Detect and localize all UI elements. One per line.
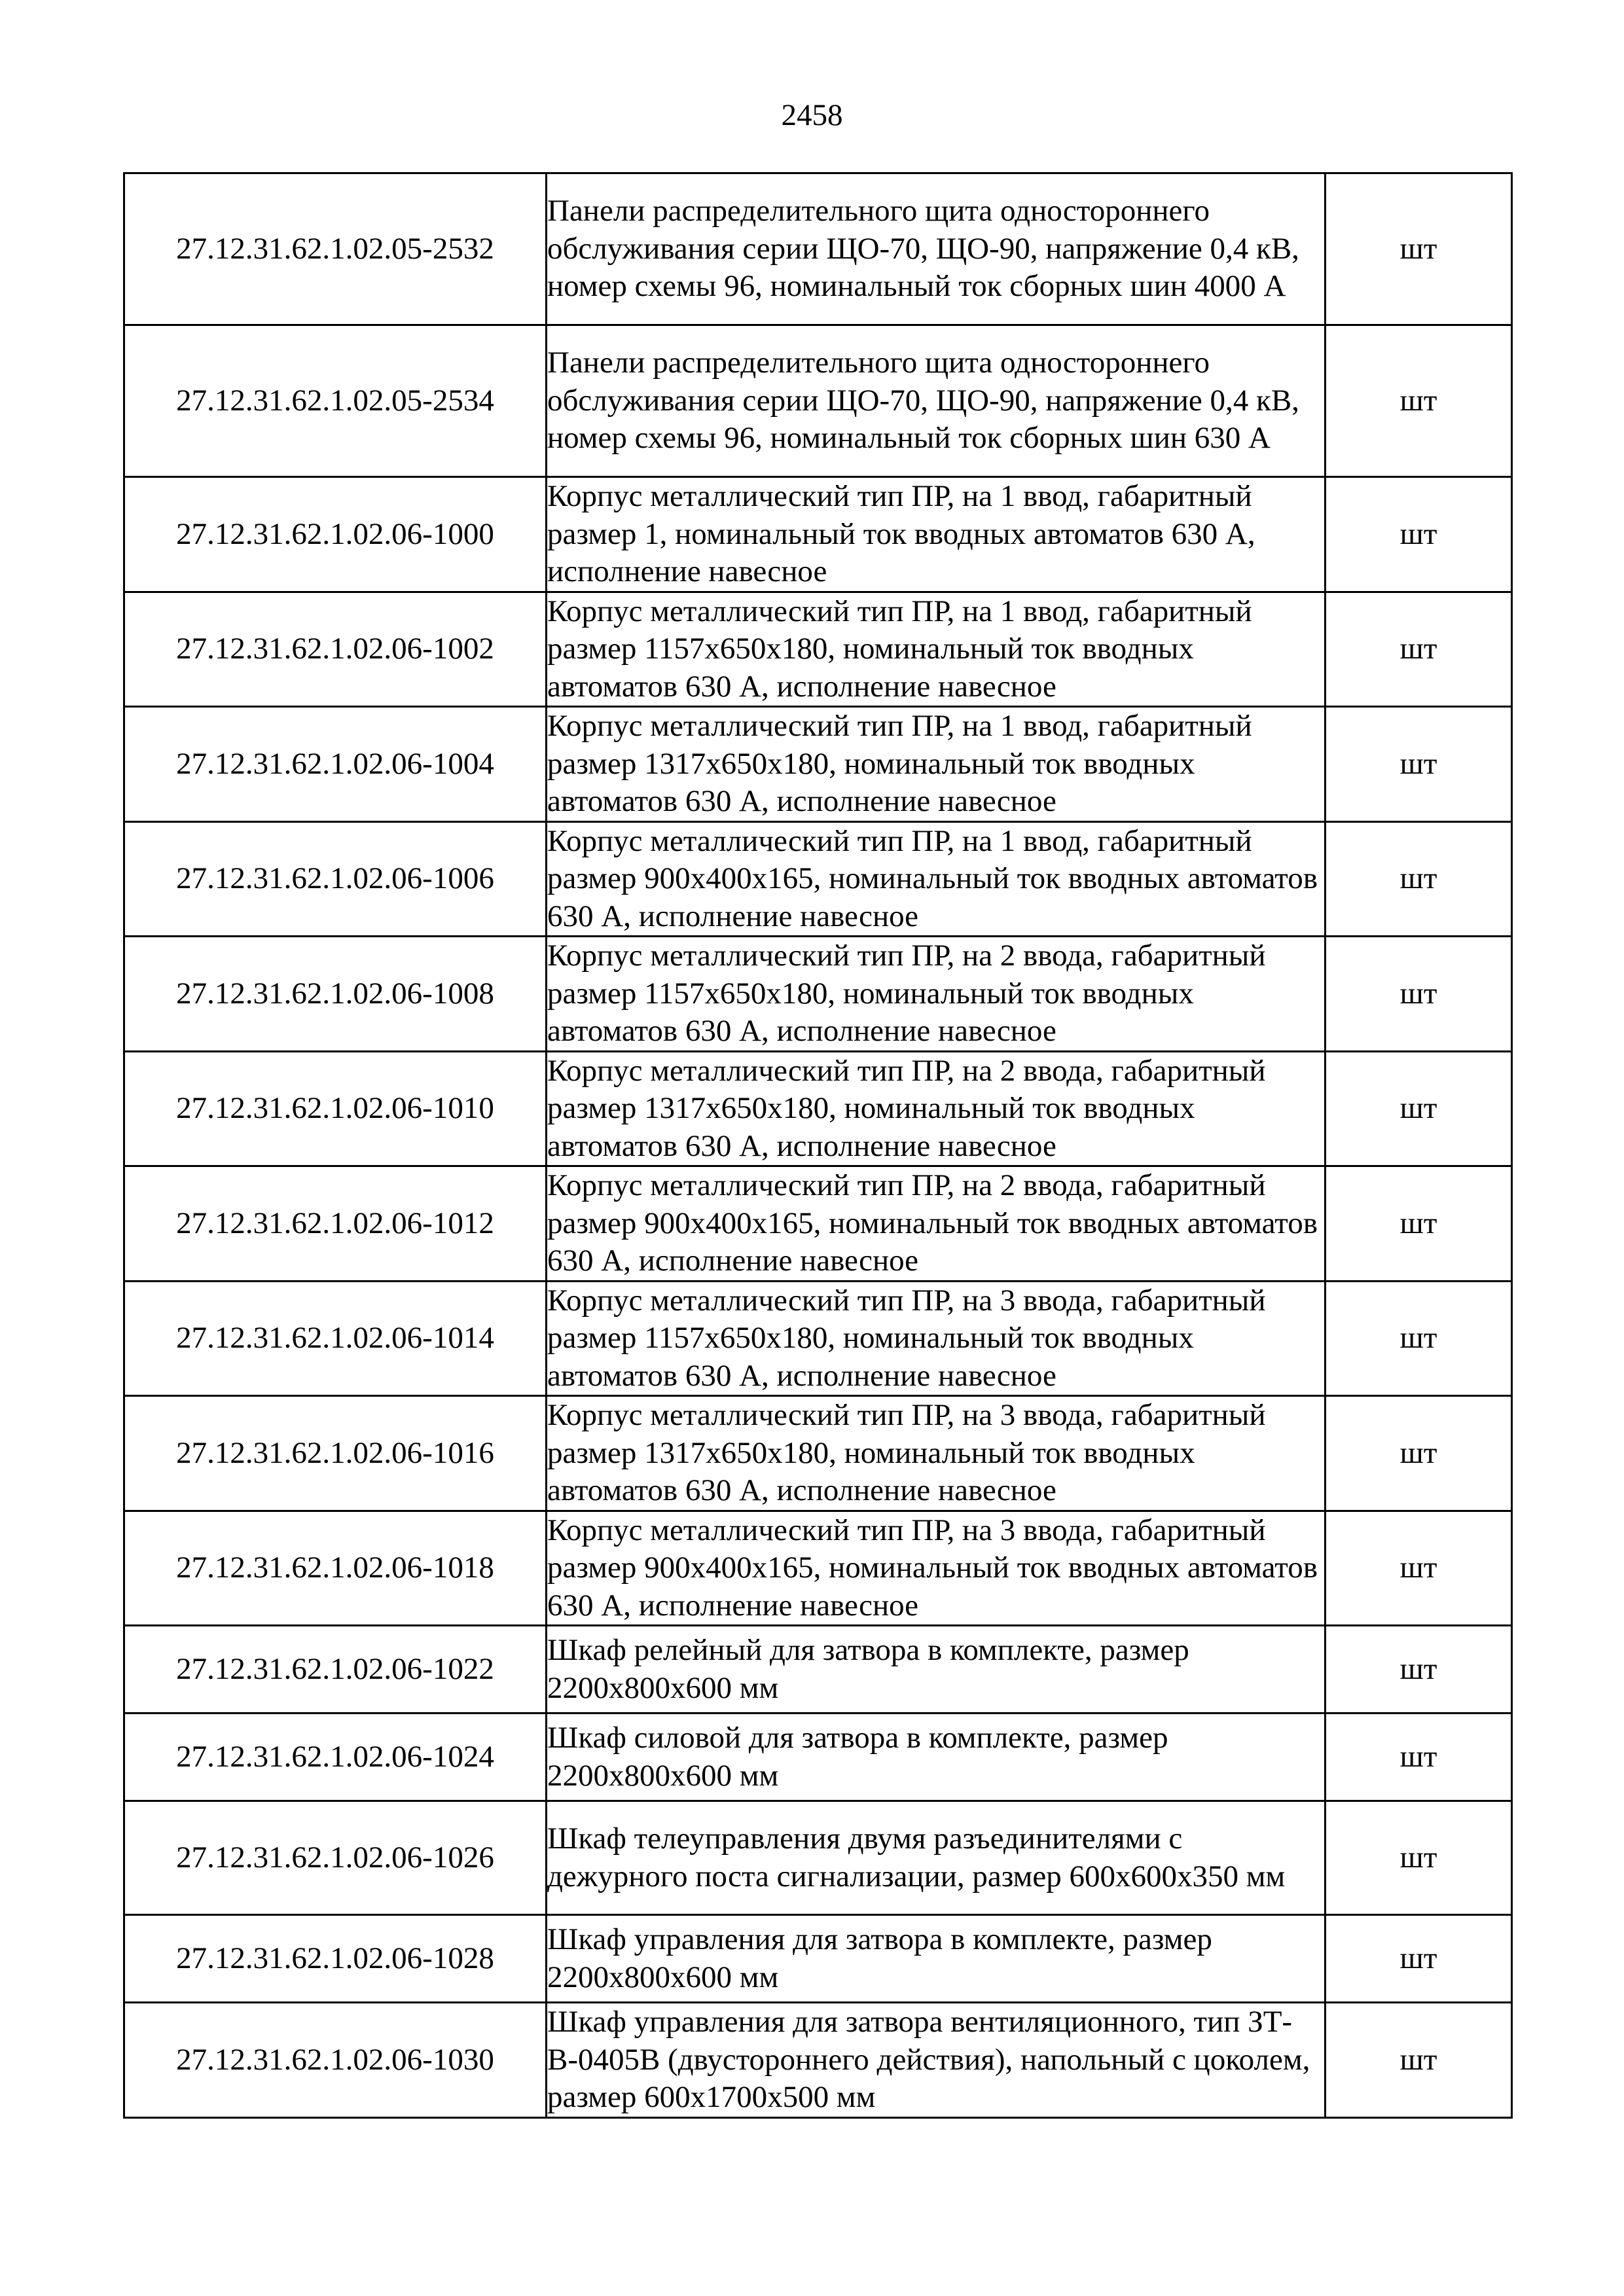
item-code: 27.12.31.62.1.02.05-2534 bbox=[124, 325, 547, 477]
item-code: 27.12.31.62.1.02.06-1000 bbox=[124, 477, 547, 592]
item-description: Панели распределительного щита одностороннего обслуживания серии ЩО-70, ЩО-90, напряжение 0,4 кВ, номер схемы 96, номинальный ток сборных шин 4000 А bbox=[547, 173, 1326, 325]
table-row bbox=[124, 707, 1512, 822]
table-row bbox=[124, 173, 1512, 325]
item-code: 27.12.31.62.1.02.05-2532 bbox=[124, 173, 547, 325]
item-code: 27.12.31.62.1.02.06-1014 bbox=[124, 1281, 547, 1396]
table-row bbox=[124, 1396, 1512, 1511]
item-unit: шт bbox=[1326, 325, 1512, 477]
table-row bbox=[124, 2003, 1512, 2118]
table-row bbox=[124, 1281, 1512, 1396]
item-description: Шкаф релейный для затвора в комплекте, размер 2200х800х600 мм bbox=[547, 1626, 1326, 1713]
item-description: Шкаф управления для затвора в комплекте, размер 2200х800х600 мм bbox=[547, 1915, 1326, 2003]
item-unit: шт bbox=[1326, 1166, 1512, 1282]
item-unit: шт bbox=[1326, 1051, 1512, 1166]
item-code: 27.12.31.62.1.02.06-1024 bbox=[124, 1713, 547, 1801]
item-unit: шт bbox=[1326, 477, 1512, 592]
item-description: Шкаф телеуправления двумя разъединителями с дежурного поста сигнализации, размер 600х600х350 мм bbox=[547, 1801, 1326, 1915]
item-unit: шт bbox=[1326, 707, 1512, 822]
item-code: 27.12.31.62.1.02.06-1010 bbox=[124, 1051, 547, 1166]
item-unit: шт bbox=[1326, 1511, 1512, 1626]
item-unit: шт bbox=[1326, 173, 1512, 325]
item-code: 27.12.31.62.1.02.06-1030 bbox=[124, 2003, 547, 2118]
item-description: Панели распределительного щита одностороннего обслуживания серии ЩО-70, ЩО-90, напряжение 0,4 кВ, номер схемы 96, номинальный ток сборных шин 630 А bbox=[547, 325, 1326, 477]
table-row bbox=[124, 937, 1512, 1052]
item-code: 27.12.31.62.1.02.06-1022 bbox=[124, 1626, 547, 1713]
table-row bbox=[124, 821, 1512, 937]
table-row bbox=[124, 325, 1512, 477]
item-unit: шт bbox=[1326, 937, 1512, 1052]
item-code: 27.12.31.62.1.02.06-1002 bbox=[124, 592, 547, 707]
item-unit: шт bbox=[1326, 592, 1512, 707]
table-row bbox=[124, 592, 1512, 707]
item-description: Корпус металлический тип ПР, на 2 ввода, габаритный размер 1157х650х180, номинальный ток вводных автоматов 630 А, исполнение навесное bbox=[547, 937, 1326, 1052]
item-description: Корпус металлический тип ПР, на 2 ввода, габаритный размер 1317х650х180, номинальный ток вводных автоматов 630 А, исполнение навесное bbox=[547, 1051, 1326, 1166]
item-description: Корпус металлический тип ПР, на 3 ввода, габаритный размер 900х400х165, номинальный ток вводных автоматов 630 А, исполнение навесное bbox=[547, 1511, 1326, 1626]
table-row bbox=[124, 1801, 1512, 1915]
item-code: 27.12.31.62.1.02.06-1018 bbox=[124, 1511, 547, 1626]
item-unit: шт bbox=[1326, 1713, 1512, 1801]
item-description: Корпус металлический тип ПР, на 1 ввод, габаритный размер 900х400х165, номинальный ток вводных автоматов 630 А, исполнение навесное bbox=[547, 821, 1326, 937]
table-row bbox=[124, 1051, 1512, 1166]
table-row bbox=[124, 1626, 1512, 1713]
item-code: 27.12.31.62.1.02.06-1028 bbox=[124, 1915, 547, 2003]
item-code: 27.12.31.62.1.02.06-1016 bbox=[124, 1396, 547, 1511]
item-unit: шт bbox=[1326, 2003, 1512, 2118]
item-description: Корпус металлический тип ПР, на 1 ввод, габаритный размер 1317х650х180, номинальный ток вводных автоматов 630 А, исполнение навесное bbox=[547, 707, 1326, 822]
table-row bbox=[124, 1511, 1512, 1626]
item-unit: шт bbox=[1326, 1915, 1512, 2003]
item-description: Корпус металлический тип ПР, на 3 ввода, габаритный размер 1317х650х180, номинальный ток вводных автоматов 630 А, исполнение навесное bbox=[547, 1396, 1326, 1511]
item-unit: шт bbox=[1326, 1281, 1512, 1396]
item-code: 27.12.31.62.1.02.06-1006 bbox=[124, 821, 547, 937]
item-description: Корпус металлический тип ПР, на 2 ввода, габаритный размер 900х400х165, номинальный ток вводных автоматов 630 А, исполнение навесное bbox=[547, 1166, 1326, 1282]
item-code: 27.12.31.62.1.02.06-1012 bbox=[124, 1166, 547, 1282]
item-unit: шт bbox=[1326, 1801, 1512, 1915]
item-description: Корпус металлический тип ПР, на 1 ввод, габаритный размер 1, номинальный ток вводных автоматов 630 А, исполнение навесное bbox=[547, 477, 1326, 592]
table-row bbox=[124, 1915, 1512, 2003]
item-unit: шт bbox=[1326, 821, 1512, 937]
table-row bbox=[124, 477, 1512, 592]
table-row bbox=[124, 1166, 1512, 1282]
item-description: Шкаф управления для затвора вентиляционного, тип ЗТ-В-0405В (двустороннего действия), напольный с цоколем, размер 600х1700х500 мм bbox=[547, 2003, 1326, 2118]
item-unit: шт bbox=[1326, 1626, 1512, 1713]
item-code: 27.12.31.62.1.02.06-1004 bbox=[124, 707, 547, 822]
table-row bbox=[124, 1713, 1512, 1801]
item-description: Корпус металлический тип ПР, на 3 ввода, габаритный размер 1157х650х180, номинальный ток вводных автоматов 630 А, исполнение навесное bbox=[547, 1281, 1326, 1396]
item-code: 27.12.31.62.1.02.06-1026 bbox=[124, 1801, 547, 1915]
item-code: 27.12.31.62.1.02.06-1008 bbox=[124, 937, 547, 1052]
page-number: 2458 bbox=[781, 98, 843, 132]
item-description: Шкаф силовой для затвора в комплекте, размер 2200х800х600 мм bbox=[547, 1713, 1326, 1801]
item-unit: шт bbox=[1326, 1396, 1512, 1511]
catalog-table bbox=[123, 172, 1513, 2119]
item-description: Корпус металлический тип ПР, на 1 ввод, габаритный размер 1157х650х180, номинальный ток вводных автоматов 630 А, исполнение навесное bbox=[547, 592, 1326, 707]
